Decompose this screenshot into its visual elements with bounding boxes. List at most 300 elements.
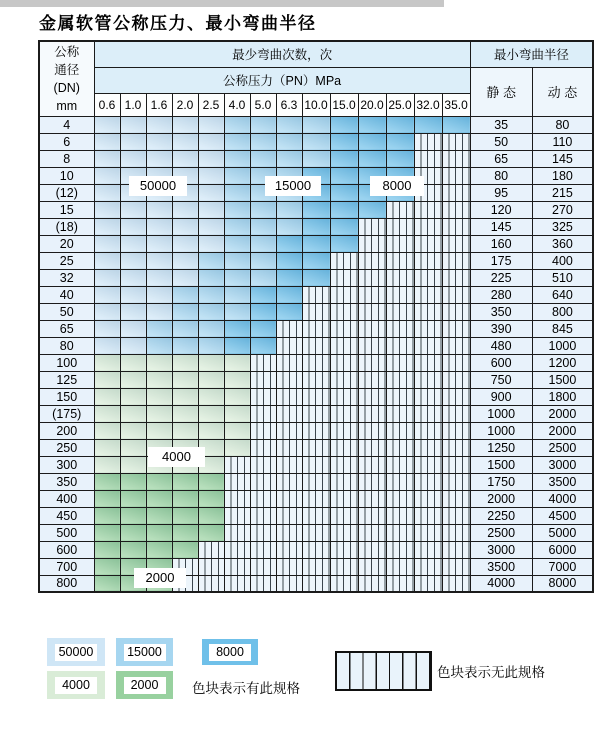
- spec-cell: [146, 422, 172, 439]
- spec-cell: [302, 575, 330, 592]
- pressure-tick: 2.0: [172, 93, 198, 116]
- spec-cell: [330, 456, 358, 473]
- spec-cell: [386, 507, 414, 524]
- table-row: [39, 490, 593, 507]
- dynamic-cell: 4500: [532, 507, 593, 524]
- spec-cell: [198, 405, 224, 422]
- static-cell: 1500: [470, 456, 532, 473]
- spec-cell: [442, 150, 470, 167]
- spec-cell: [94, 422, 120, 439]
- spec-cell: [414, 439, 442, 456]
- spec-cell: [94, 337, 120, 354]
- spec-cell: [330, 252, 358, 269]
- spec-cell: [414, 388, 442, 405]
- spec-cell: [386, 337, 414, 354]
- static-cell: 50: [470, 133, 532, 150]
- spec-cell: [172, 286, 198, 303]
- spec-cell: [120, 456, 146, 473]
- spec-cell: [172, 133, 198, 150]
- spec-cell: [146, 354, 172, 371]
- spec-cell: [358, 235, 386, 252]
- spec-cell: [94, 490, 120, 507]
- spec-cell: [146, 286, 172, 303]
- spec-cell: [224, 388, 250, 405]
- spec-cell: [414, 473, 442, 490]
- legend-swatch-8000-value: 8000: [209, 644, 251, 661]
- spec-cell: [302, 286, 330, 303]
- dn-cell: 6: [39, 133, 94, 150]
- spec-cell: [198, 473, 224, 490]
- pressure-tick: 4.0: [224, 93, 250, 116]
- spec-cell: [198, 184, 224, 201]
- spec-cell: [276, 422, 302, 439]
- spec-cell: [414, 133, 442, 150]
- spec-cell: [358, 371, 386, 388]
- spec-cell: [302, 354, 330, 371]
- spec-cell: [224, 201, 250, 218]
- legend-swatch-50000: [47, 638, 105, 666]
- spec-cell: [442, 388, 470, 405]
- spec-cell: [302, 303, 330, 320]
- pressure-tick: 6.3: [276, 93, 302, 116]
- spec-cell: [302, 269, 330, 286]
- spec-cell: [442, 558, 470, 575]
- spec-cell: [224, 133, 250, 150]
- spec-cell: [250, 286, 276, 303]
- dynamic-cell: 3000: [532, 456, 593, 473]
- spec-cell: [224, 541, 250, 558]
- spec-cell: [94, 167, 120, 184]
- spec-cell: [276, 490, 302, 507]
- spec-cell: [198, 150, 224, 167]
- spec-cell: [120, 235, 146, 252]
- spec-cell: [120, 405, 146, 422]
- spec-cell: [386, 439, 414, 456]
- spec-cell: [386, 575, 414, 592]
- page-title: 金属软管公称压力、最小弯曲半径: [39, 14, 317, 34]
- spec-cell: [330, 354, 358, 371]
- spec-cell: [198, 286, 224, 303]
- dynamic-cell: 4000: [532, 490, 593, 507]
- spec-cell: [276, 541, 302, 558]
- spec-cell: [276, 439, 302, 456]
- spec-cell: [94, 201, 120, 218]
- dn-cell: (12): [39, 184, 94, 201]
- spec-cell: [94, 388, 120, 405]
- dn-cell: (18): [39, 218, 94, 235]
- legend-swatch-8000: [202, 639, 258, 665]
- spec-cell: [224, 184, 250, 201]
- spec-cell: [302, 388, 330, 405]
- cycle-label-2000: 2000: [134, 568, 186, 588]
- table-row: [39, 524, 593, 541]
- static-header: 静 态: [470, 67, 532, 116]
- legend-swatch-15000: [116, 638, 173, 666]
- cycle-label-15000: 15000: [265, 176, 321, 196]
- spec-cell: [198, 201, 224, 218]
- dn-cell: 32: [39, 269, 94, 286]
- cycle-label-4000: 4000: [148, 447, 205, 467]
- spec-cell: [146, 388, 172, 405]
- spec-cell: [224, 371, 250, 388]
- dn-cell: 8: [39, 150, 94, 167]
- spec-cell: [172, 252, 198, 269]
- spec-cell: [414, 150, 442, 167]
- spec-cell: [172, 269, 198, 286]
- spec-cell: [358, 490, 386, 507]
- spec-cell: [224, 575, 250, 592]
- table-row: [39, 354, 593, 371]
- cycle-label-8000: 8000: [370, 176, 424, 196]
- dynamic-cell: 6000: [532, 541, 593, 558]
- spec-cell: [386, 252, 414, 269]
- spec-cell: [120, 388, 146, 405]
- spec-cell: [330, 422, 358, 439]
- spec-cell: [442, 422, 470, 439]
- dynamic-cell: 180: [532, 167, 593, 184]
- static-cell: 280: [470, 286, 532, 303]
- spec-cell: [358, 320, 386, 337]
- spec-cell: [94, 184, 120, 201]
- dynamic-cell: 2500: [532, 439, 593, 456]
- spec-cell: [146, 371, 172, 388]
- spec-cell: [442, 133, 470, 150]
- spec-cell: [172, 541, 198, 558]
- spec-cell: [146, 269, 172, 286]
- dynamic-cell: 3500: [532, 473, 593, 490]
- spec-cell: [224, 218, 250, 235]
- spec-cell: [120, 286, 146, 303]
- dn-cell: 4: [39, 116, 94, 133]
- spec-cell: [146, 541, 172, 558]
- spec-cell: [94, 456, 120, 473]
- spec-cell: [414, 337, 442, 354]
- dn-cell: 450: [39, 507, 94, 524]
- spec-cell: [146, 524, 172, 541]
- spec-cell: [358, 558, 386, 575]
- static-cell: 900: [470, 388, 532, 405]
- spec-cell: [276, 303, 302, 320]
- spec-cell: [198, 388, 224, 405]
- spec-cell: [302, 422, 330, 439]
- spec-cell: [302, 541, 330, 558]
- spec-cell: [198, 490, 224, 507]
- dn-cell: 200: [39, 422, 94, 439]
- spec-cell: [442, 354, 470, 371]
- spec-cell: [414, 371, 442, 388]
- dn-cell: 350: [39, 473, 94, 490]
- table-row: [39, 218, 593, 235]
- dynamic-cell: 8000: [532, 575, 593, 592]
- spec-cell: [442, 286, 470, 303]
- spec-cell: [172, 473, 198, 490]
- spec-cell: [358, 524, 386, 541]
- spec-cell: [358, 439, 386, 456]
- spec-cell: [276, 150, 302, 167]
- spec-cell: [146, 320, 172, 337]
- static-cell: 480: [470, 337, 532, 354]
- spec-cell: [414, 507, 442, 524]
- spec-cell: [276, 524, 302, 541]
- legend-no-spec-label: 色块表示无此规格: [437, 665, 545, 680]
- pressure-tick: 2.5: [198, 93, 224, 116]
- spec-cell: [276, 133, 302, 150]
- spec-cell: [414, 558, 442, 575]
- spec-cell: [302, 337, 330, 354]
- pressure-tick: 1.0: [120, 93, 146, 116]
- spec-cell: [172, 405, 198, 422]
- spec-cell: [172, 150, 198, 167]
- spec-cell: [276, 405, 302, 422]
- spec-cell: [94, 269, 120, 286]
- spec-cell: [386, 558, 414, 575]
- spec-cell: [250, 456, 276, 473]
- cycle-label-50000: 50000: [129, 176, 187, 196]
- spec-cell: [302, 235, 330, 252]
- spec-cell: [386, 524, 414, 541]
- spec-cell: [386, 201, 414, 218]
- spec-cell: [276, 558, 302, 575]
- spec-cell: [146, 218, 172, 235]
- spec-cell: [172, 354, 198, 371]
- spec-cell: [386, 235, 414, 252]
- spec-cell: [250, 490, 276, 507]
- static-cell: 3500: [470, 558, 532, 575]
- spec-cell: [414, 269, 442, 286]
- spec-cell: [224, 269, 250, 286]
- spec-cell: [358, 303, 386, 320]
- spec-cell: [330, 405, 358, 422]
- spec-cell: [94, 252, 120, 269]
- spec-cell: [330, 184, 358, 201]
- spec-cell: [302, 116, 330, 133]
- table-row: [39, 507, 593, 524]
- spec-cell: [442, 490, 470, 507]
- spec-cell: [120, 524, 146, 541]
- legend-swatch-4000: [47, 671, 105, 699]
- spec-cell: [120, 269, 146, 286]
- dn-header-line: (DN): [53, 80, 80, 95]
- spec-cell: [442, 235, 470, 252]
- spec-cell: [442, 456, 470, 473]
- table-row: [39, 269, 593, 286]
- spec-cell: [198, 320, 224, 337]
- static-cell: 1000: [470, 405, 532, 422]
- dynamic-cell: 1800: [532, 388, 593, 405]
- spec-cell: [442, 167, 470, 184]
- spec-cell: [414, 235, 442, 252]
- spec-cell: [414, 218, 442, 235]
- spec-cell: [250, 150, 276, 167]
- static-cell: 35: [470, 116, 532, 133]
- spec-cell: [94, 558, 120, 575]
- spec-cell: [120, 354, 146, 371]
- spec-cell: [224, 405, 250, 422]
- dynamic-cell: 5000: [532, 524, 593, 541]
- spec-cell: [146, 235, 172, 252]
- spec-cell: [198, 337, 224, 354]
- spec-cell: [302, 439, 330, 456]
- spec-cell: [146, 490, 172, 507]
- spec-cell: [276, 286, 302, 303]
- spec-cell: [198, 133, 224, 150]
- static-cell: 145: [470, 218, 532, 235]
- dn-header-line: mm: [56, 98, 78, 113]
- spec-cell: [224, 490, 250, 507]
- spec-cell: [442, 473, 470, 490]
- dn-cell: 80: [39, 337, 94, 354]
- spec-cell: [120, 252, 146, 269]
- dynamic-cell: 2000: [532, 405, 593, 422]
- spec-cell: [198, 269, 224, 286]
- spec-cell: [330, 116, 358, 133]
- spec-cell: [250, 218, 276, 235]
- spec-cell: [250, 269, 276, 286]
- spec-cell: [224, 320, 250, 337]
- spec-cell: [250, 320, 276, 337]
- table-row: [39, 201, 593, 218]
- spec-cell: [442, 320, 470, 337]
- static-cell: 175: [470, 252, 532, 269]
- spec-cell: [442, 439, 470, 456]
- spec-cell: [330, 320, 358, 337]
- spec-cell: [414, 252, 442, 269]
- spec-cell: [120, 133, 146, 150]
- spec-cell: [198, 507, 224, 524]
- spec-cell: [386, 150, 414, 167]
- spec-cell: [276, 252, 302, 269]
- spec-cell: [442, 524, 470, 541]
- spec-cell: [224, 252, 250, 269]
- spec-cell: [386, 320, 414, 337]
- dn-cell: (175): [39, 405, 94, 422]
- spec-cell: [94, 439, 120, 456]
- spec-cell: [386, 269, 414, 286]
- pressure-tick: 10.0: [302, 93, 330, 116]
- spec-cell: [358, 422, 386, 439]
- spec-cell: [414, 541, 442, 558]
- spec-cell: [94, 150, 120, 167]
- spec-cell: [330, 371, 358, 388]
- spec-cell: [358, 116, 386, 133]
- spec-cell: [250, 133, 276, 150]
- spec-cell: [120, 218, 146, 235]
- spec-cell: [276, 116, 302, 133]
- spec-cell: [276, 388, 302, 405]
- dynamic-cell: 800: [532, 303, 593, 320]
- static-cell: 3000: [470, 541, 532, 558]
- spec-cell: [302, 133, 330, 150]
- spec-cell: [302, 473, 330, 490]
- static-cell: 1250: [470, 439, 532, 456]
- spec-cell: [250, 541, 276, 558]
- spec-cell: [414, 116, 442, 133]
- spec-cell: [386, 422, 414, 439]
- spec-cell: [198, 422, 224, 439]
- spec-cell: [386, 388, 414, 405]
- spec-cell: [94, 133, 120, 150]
- spec-cell: [172, 320, 198, 337]
- spec-cell: [172, 201, 198, 218]
- spec-cell: [120, 320, 146, 337]
- dn-cell: 125: [39, 371, 94, 388]
- pressure-tick: 5.0: [250, 93, 276, 116]
- spec-cell: [172, 116, 198, 133]
- table-row: [39, 541, 593, 558]
- spec-cell: [120, 116, 146, 133]
- dn-cell: 400: [39, 490, 94, 507]
- pressure-tick: 35.0: [442, 93, 470, 116]
- spec-cell: [358, 541, 386, 558]
- spec-cell: [276, 507, 302, 524]
- spec-cell: [414, 286, 442, 303]
- table-row: [39, 252, 593, 269]
- static-cell: 390: [470, 320, 532, 337]
- spec-cell: [224, 524, 250, 541]
- spec-cell: [198, 303, 224, 320]
- spec-cell: [358, 218, 386, 235]
- spec-cell: [330, 558, 358, 575]
- table-row: [39, 456, 593, 473]
- spec-cell: [198, 116, 224, 133]
- static-cell: 225: [470, 269, 532, 286]
- spec-cell: [358, 354, 386, 371]
- dynamic-cell: 110: [532, 133, 593, 150]
- static-cell: 2500: [470, 524, 532, 541]
- spec-cell: [330, 150, 358, 167]
- dn-cell: 10: [39, 167, 94, 184]
- dynamic-cell: 1500: [532, 371, 593, 388]
- spec-cell: [302, 490, 330, 507]
- spec-cell: [172, 371, 198, 388]
- spec-cell: [414, 354, 442, 371]
- spec-cell: [94, 354, 120, 371]
- spec-cell: [172, 490, 198, 507]
- spec-cell: [330, 439, 358, 456]
- spec-cell: [302, 405, 330, 422]
- spec-cell: [442, 303, 470, 320]
- spec-cell: [276, 337, 302, 354]
- dynamic-cell: 2000: [532, 422, 593, 439]
- spec-cell: [224, 422, 250, 439]
- spec-cell: [120, 473, 146, 490]
- spec-cell: [146, 337, 172, 354]
- spec-cell: [358, 388, 386, 405]
- dynamic-cell: 325: [532, 218, 593, 235]
- spec-cell: [224, 439, 250, 456]
- spec-cell: [198, 524, 224, 541]
- spec-cell: [120, 303, 146, 320]
- spec-cell: [146, 201, 172, 218]
- dn-cell: 20: [39, 235, 94, 252]
- dn-cell: 40: [39, 286, 94, 303]
- dn-cell: 15: [39, 201, 94, 218]
- spec-cell: [250, 354, 276, 371]
- spec-cell: [224, 286, 250, 303]
- spec-cell: [224, 473, 250, 490]
- spec-cell: [358, 252, 386, 269]
- spec-cell: [120, 490, 146, 507]
- spec-cell: [414, 575, 442, 592]
- spec-cell: [120, 422, 146, 439]
- spec-cell: [120, 507, 146, 524]
- table-row: [39, 575, 593, 592]
- spec-cell: [224, 558, 250, 575]
- dn-cell: 700: [39, 558, 94, 575]
- spec-cell: [386, 354, 414, 371]
- spec-cell: [250, 473, 276, 490]
- spec-cell: [358, 286, 386, 303]
